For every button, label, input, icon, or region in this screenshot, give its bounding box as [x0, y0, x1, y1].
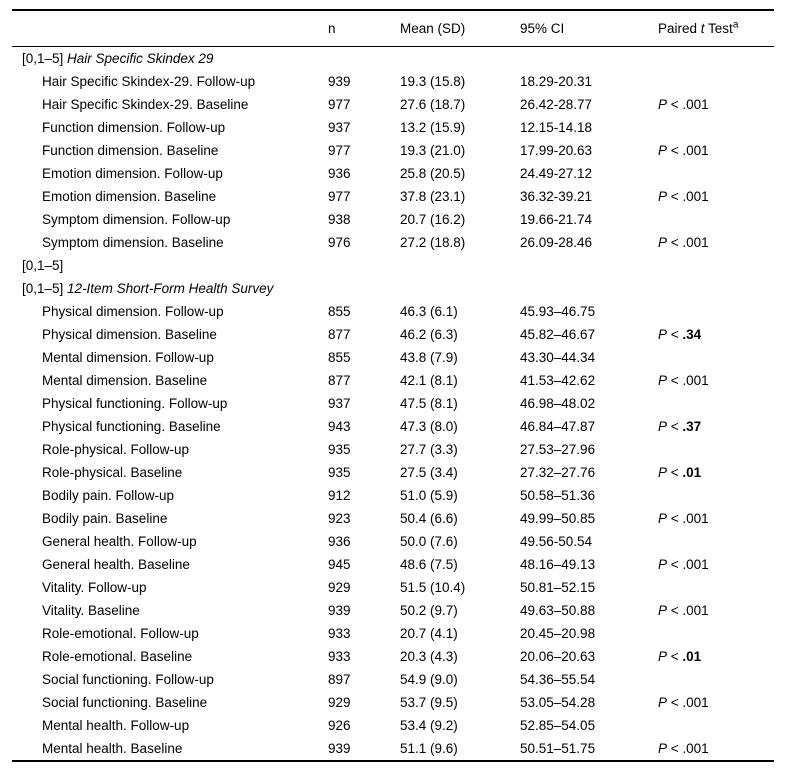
- n-value: 855: [328, 350, 351, 365]
- col-header-mean-sd: Mean (SD): [400, 21, 466, 36]
- p-value-cell: [658, 622, 774, 645]
- p-value-cell: [658, 576, 774, 599]
- paired-text: Paired: [658, 21, 701, 36]
- p-operator: <: [667, 143, 683, 158]
- table-row: [22, 323, 774, 346]
- mean-sd-value: 20.7 (16.2): [400, 212, 466, 227]
- ci-value: 46.84–47.87: [520, 419, 596, 434]
- p-operator: <: [667, 327, 683, 342]
- section-label: [22, 47, 328, 70]
- p-symbol: P: [658, 557, 668, 572]
- mean-sd-value: 37.8 (23.1): [400, 189, 466, 204]
- col-header-empty: [22, 11, 328, 46]
- p-value-cell: [658, 737, 774, 760]
- ci-value: 46.98–48.02: [520, 396, 596, 411]
- mean-sd-value: 48.6 (7.5): [400, 557, 458, 572]
- section-label: [22, 254, 328, 277]
- mean-sd-value: 19.3 (21.0): [400, 143, 466, 158]
- n-value: 936: [328, 534, 351, 549]
- n-value: 938: [328, 212, 351, 227]
- col-header-paired-t-test: [658, 11, 774, 46]
- p-number: .001: [682, 235, 709, 250]
- p-value-cell: [658, 162, 774, 185]
- n-value: 977: [328, 189, 351, 204]
- p-value-cell: [658, 668, 774, 691]
- row-label: Function dimension. Baseline: [42, 143, 219, 158]
- table-row: [22, 369, 774, 392]
- table-row: [22, 162, 774, 185]
- n-value: 977: [328, 143, 351, 158]
- table-row: [22, 484, 774, 507]
- t-symbol: t: [700, 21, 705, 36]
- p-number: .001: [682, 373, 709, 388]
- section-row: [22, 47, 774, 70]
- table-row: [22, 185, 774, 208]
- ci-value: 18.29-20.31: [520, 74, 593, 89]
- table-row: [22, 70, 774, 93]
- test-text: Test: [704, 21, 733, 36]
- p-value-cell: [658, 231, 774, 254]
- mean-sd-value: 27.6 (18.7): [400, 97, 466, 112]
- p-operator: <: [667, 97, 683, 112]
- row-label: Emotion dimension. Baseline: [42, 189, 217, 204]
- mean-sd-value: 46.2 (6.3): [400, 327, 458, 342]
- p-number: .001: [682, 511, 709, 526]
- row-label: Role-physical. Baseline: [42, 465, 183, 480]
- mean-sd-value: 50.2 (9.7): [400, 603, 458, 618]
- p-value-cell: [658, 530, 774, 553]
- ci-value: 50.81–52.15: [520, 580, 596, 595]
- row-label: Physical dimension. Follow-up: [42, 304, 224, 319]
- n-value: 937: [328, 120, 351, 135]
- p-operator: <: [667, 695, 683, 710]
- section-title: Hair Specific Skindex 29: [67, 51, 214, 66]
- p-operator: <: [667, 649, 683, 664]
- n-value: 976: [328, 235, 351, 250]
- p-value-cell: [658, 714, 774, 737]
- mean-sd-value: 19.3 (15.8): [400, 74, 466, 89]
- table-row: [22, 668, 774, 691]
- table-row: [22, 231, 774, 254]
- mean-sd-value: 50.4 (6.6): [400, 511, 458, 526]
- row-label: Vitality. Baseline: [42, 603, 140, 618]
- row-label: Physical functioning. Follow-up: [42, 396, 228, 411]
- row-label: Mental dimension. Baseline: [42, 373, 208, 388]
- ci-value: 45.82–46.67: [520, 327, 596, 342]
- n-value: 977: [328, 97, 351, 112]
- ci-value: 27.32–27.76: [520, 465, 596, 480]
- table-row: [22, 714, 774, 737]
- row-label: Vitality. Follow-up: [42, 580, 147, 595]
- ci-value: 52.85–54.05: [520, 718, 596, 733]
- p-number: .001: [682, 189, 709, 204]
- n-value: 943: [328, 419, 351, 434]
- ci-value: 20.45–20.98: [520, 626, 596, 641]
- p-symbol: P: [658, 373, 668, 388]
- table-row: [22, 599, 774, 622]
- row-label: Hair Specific Skindex-29. Baseline: [42, 97, 249, 112]
- n-value: 929: [328, 580, 351, 595]
- p-number: .001: [682, 557, 709, 572]
- ci-value: 20.06–20.63: [520, 649, 596, 664]
- p-symbol: P: [658, 511, 668, 526]
- p-number: .001: [682, 695, 709, 710]
- row-label: Function dimension. Follow-up: [42, 120, 226, 135]
- mean-sd-value: 51.5 (10.4): [400, 580, 466, 595]
- section-prefix: [0,1–5]: [22, 51, 68, 66]
- mean-sd-value: 53.7 (9.5): [400, 695, 458, 710]
- mean-sd-value: 20.7 (4.1): [400, 626, 458, 641]
- ci-value: 36.32-39.21: [520, 189, 593, 204]
- p-symbol: P: [658, 189, 668, 204]
- p-value-cell: [658, 139, 774, 162]
- row-label: Physical functioning. Baseline: [42, 419, 221, 434]
- table-row: [22, 530, 774, 553]
- p-number: .001: [682, 97, 709, 112]
- ci-value: 50.58–51.36: [520, 488, 596, 503]
- p-symbol: P: [658, 741, 668, 756]
- row-label: Social functioning. Baseline: [42, 695, 208, 710]
- n-value: 923: [328, 511, 351, 526]
- mean-sd-value: 20.3 (4.3): [400, 649, 458, 664]
- ci-value: 26.42-28.77: [520, 97, 593, 112]
- p-value-cell: [658, 300, 774, 323]
- row-label: Bodily pain. Follow-up: [42, 488, 175, 503]
- row-label: Emotion dimension. Follow-up: [42, 166, 223, 181]
- p-value-cell: [658, 691, 774, 714]
- ci-value: 50.51–51.75: [520, 741, 596, 756]
- row-label: Mental health. Follow-up: [42, 718, 190, 733]
- ci-value: 19.66-21.74: [520, 212, 593, 227]
- p-operator: <: [667, 465, 683, 480]
- n-value: 912: [328, 488, 351, 503]
- p-operator: <: [667, 419, 683, 434]
- p-number: .01: [682, 649, 702, 664]
- table-row: [22, 346, 774, 369]
- ci-value: 24.49-27.12: [520, 166, 593, 181]
- p-value-cell: [658, 369, 774, 392]
- p-value-cell: [658, 415, 774, 438]
- p-symbol: P: [658, 695, 668, 710]
- footnote-marker: a: [732, 19, 739, 31]
- row-label: Mental dimension. Follow-up: [42, 350, 214, 365]
- row-label: Hair Specific Skindex-29. Follow-up: [42, 74, 256, 89]
- table-row: [22, 645, 774, 668]
- n-value: 939: [328, 603, 351, 618]
- row-label: General health. Follow-up: [42, 534, 197, 549]
- p-value-cell: [658, 461, 774, 484]
- mean-sd-value: 47.3 (8.0): [400, 419, 458, 434]
- ci-value: 12.15-14.18: [520, 120, 593, 135]
- table-row: [22, 300, 774, 323]
- n-value: 929: [328, 695, 351, 710]
- table-row: [22, 737, 774, 760]
- p-operator: <: [667, 373, 683, 388]
- p-operator: <: [667, 189, 683, 204]
- p-number: .001: [682, 741, 709, 756]
- p-value-cell: [658, 507, 774, 530]
- p-value-cell: [658, 346, 774, 369]
- mean-sd-value: 54.9 (9.0): [400, 672, 458, 687]
- col-header-n: n: [328, 21, 336, 36]
- ci-value: 49.63–50.88: [520, 603, 596, 618]
- mean-sd-value: 27.2 (18.8): [400, 235, 466, 250]
- n-value: 937: [328, 396, 351, 411]
- p-symbol: P: [658, 327, 668, 342]
- p-value-cell: [658, 484, 774, 507]
- col-header-ci: 95% CI: [520, 21, 565, 36]
- ci-value: 43.30–44.34: [520, 350, 596, 365]
- mean-sd-value: 43.8 (7.9): [400, 350, 458, 365]
- mean-sd-value: 27.5 (3.4): [400, 465, 458, 480]
- ci-value: 26.09-28.46: [520, 235, 593, 250]
- table-body: [22, 47, 774, 760]
- section-prefix: [0,1–5]: [22, 281, 68, 296]
- section-row: [22, 277, 774, 300]
- p-number: .01: [682, 465, 702, 480]
- mean-sd-value: 53.4 (9.2): [400, 718, 458, 733]
- p-value-cell: [658, 553, 774, 576]
- table-row: [22, 392, 774, 415]
- p-symbol: P: [658, 419, 668, 434]
- n-value: 945: [328, 557, 351, 572]
- p-number: .34: [682, 327, 702, 342]
- table-row: [22, 116, 774, 139]
- mean-sd-value: 47.5 (8.1): [400, 396, 458, 411]
- row-label: Bodily pain. Baseline: [42, 511, 168, 526]
- p-value-cell: [658, 70, 774, 93]
- ci-value: 45.93–46.75: [520, 304, 596, 319]
- p-symbol: P: [658, 649, 668, 664]
- table-row: [22, 507, 774, 530]
- table-row: [22, 208, 774, 231]
- table-row: [22, 438, 774, 461]
- p-operator: <: [667, 603, 683, 618]
- section-label: [22, 277, 328, 300]
- n-value: 939: [328, 741, 351, 756]
- row-label: Symptom dimension. Baseline: [42, 235, 224, 250]
- p-symbol: P: [658, 235, 668, 250]
- n-value: 935: [328, 442, 351, 457]
- table-header-row: [12, 11, 774, 47]
- row-label: Mental health. Baseline: [42, 741, 183, 756]
- table-row: [22, 691, 774, 714]
- row-label: Symptom dimension. Follow-up: [42, 212, 231, 227]
- n-value: 939: [328, 74, 351, 89]
- section-prefix: [0,1–5]: [22, 258, 64, 273]
- n-value: 877: [328, 373, 351, 388]
- n-value: 897: [328, 672, 351, 687]
- p-value-cell: [658, 438, 774, 461]
- row-label: Physical dimension. Baseline: [42, 327, 217, 342]
- mean-sd-value: 27.7 (3.3): [400, 442, 458, 457]
- ci-value: 54.36–55.54: [520, 672, 596, 687]
- mean-sd-value: 51.0 (5.9): [400, 488, 458, 503]
- p-symbol: P: [658, 603, 668, 618]
- p-symbol: P: [658, 143, 668, 158]
- mean-sd-value: 25.8 (20.5): [400, 166, 466, 181]
- p-operator: <: [667, 511, 683, 526]
- mean-sd-value: 51.1 (9.6): [400, 741, 458, 756]
- p-value-cell: [658, 645, 774, 668]
- mean-sd-value: 42.1 (8.1): [400, 373, 458, 388]
- n-value: 933: [328, 626, 351, 641]
- ci-value: 49.99–50.85: [520, 511, 596, 526]
- p-value-cell: [658, 185, 774, 208]
- table-row: [22, 576, 774, 599]
- table-row: [22, 553, 774, 576]
- ci-value: 53.05–54.28: [520, 695, 596, 710]
- row-label: General health. Baseline: [42, 557, 190, 572]
- n-value: 855: [328, 304, 351, 319]
- table-row: [22, 93, 774, 116]
- n-value: 936: [328, 166, 351, 181]
- p-number: .37: [682, 419, 702, 434]
- table-row: [22, 415, 774, 438]
- n-value: 933: [328, 649, 351, 664]
- ci-value: 27.53–27.96: [520, 442, 596, 457]
- table-row: [22, 461, 774, 484]
- table-row: [22, 139, 774, 162]
- p-number: .001: [682, 143, 709, 158]
- mean-sd-value: 46.3 (6.1): [400, 304, 458, 319]
- p-value-cell: [658, 208, 774, 231]
- p-value-cell: [658, 93, 774, 116]
- p-operator: <: [667, 557, 683, 572]
- n-value: 877: [328, 327, 351, 342]
- section-title: 12-Item Short-Form Health Survey: [67, 281, 274, 296]
- p-operator: <: [667, 235, 683, 250]
- n-value: 926: [328, 718, 351, 733]
- mean-sd-value: 13.2 (15.9): [400, 120, 466, 135]
- p-number: .001: [682, 603, 709, 618]
- row-label: Role-emotional. Baseline: [42, 649, 193, 664]
- p-symbol: P: [658, 465, 668, 480]
- ci-value: 17.99-20.63: [520, 143, 593, 158]
- p-value-cell: [658, 116, 774, 139]
- row-label: Role-emotional. Follow-up: [42, 626, 199, 641]
- ci-value: 41.53–42.62: [520, 373, 596, 388]
- section-row: [22, 254, 774, 277]
- row-label: Social functioning. Follow-up: [42, 672, 214, 687]
- p-value-cell: [658, 392, 774, 415]
- p-value-cell: [658, 599, 774, 622]
- row-label: Role-physical. Follow-up: [42, 442, 190, 457]
- p-value-cell: [658, 323, 774, 346]
- n-value: 935: [328, 465, 351, 480]
- p-symbol: P: [658, 97, 668, 112]
- stats-table: [12, 9, 774, 762]
- mean-sd-value: 50.0 (7.6): [400, 534, 458, 549]
- ci-value: 49.56-50.54: [520, 534, 593, 549]
- ci-value: 48.16–49.13: [520, 557, 596, 572]
- p-operator: <: [667, 741, 683, 756]
- table-row: [22, 622, 774, 645]
